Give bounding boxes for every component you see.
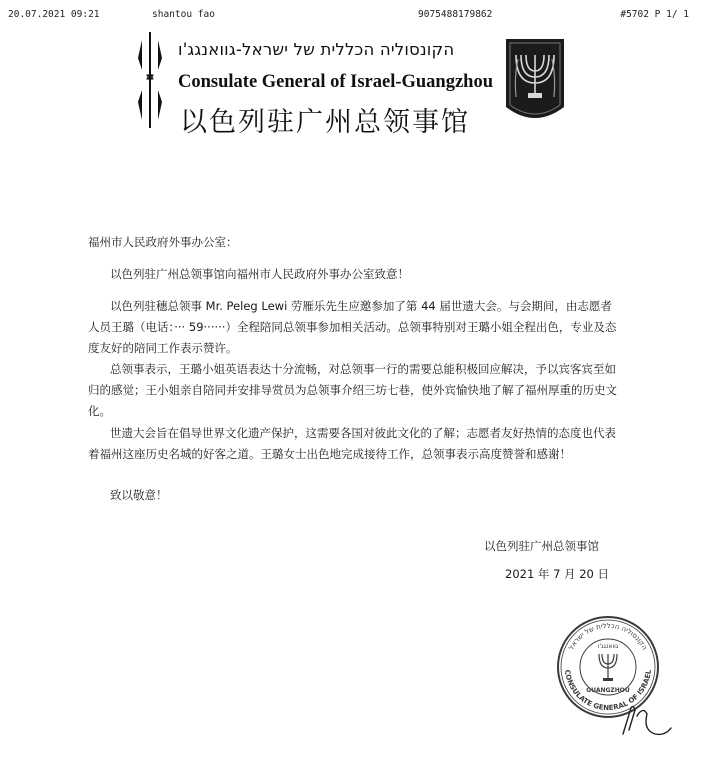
letter-recipient: 福州市人民政府外事办公室： — [88, 235, 238, 249]
signature-organization: 以色列驻广州总领事馆 — [484, 539, 599, 553]
svg-text:הקונסוליה הכללית של ישראל: הקונסוליה הכללית של ישראל — [567, 621, 649, 652]
letter-closing: 致以敬意！ — [110, 488, 168, 502]
letter-paragraph-2: 总领事表示，王璐小姐英语表达十分流畅，对总领事一行的需要总能积极回应解决，予以宾客宾至如归的感觉；王小姐亲自陪同并安排导赏员为总领事介绍三坊七巷，使外宾愉快地了解了福州厚重的历史文化。 — [88, 362, 617, 418]
svg-text:גוואנגג'ו: גוואנגג'ו — [597, 643, 619, 650]
signature-date: 2021 年 7 月 20 日 — [505, 567, 609, 581]
letter-paragraph-3: 世遗大会旨在倡导世界文化遗产保护，这需要各国对彼此文化的了解；志愿者友好热情的态度也代表着福州这座历史名城的好客之道。王璐女士出色地完成接待工作，总领事表示高度赞誉和感谢！ — [88, 426, 616, 461]
letterhead-chinese: 以色列驻广州总领事馆 — [180, 107, 470, 138]
fax-page-number: #5702 P 1/ 1 — [620, 9, 689, 20]
flag-emblem-icon — [134, 30, 166, 134]
svg-text:CONSULATE GENERAL OF ISRAEL: CONSULATE GENERAL OF ISRAEL — [563, 669, 653, 713]
fax-header — [0, 9, 705, 23]
svg-text:GUANGZHOU: GUANGZHOU — [586, 687, 630, 694]
fax-number: 9075488179862 — [418, 9, 493, 20]
fax-date: 20.07.2021 09:21 — [8, 9, 100, 20]
menorah-emblem-icon — [504, 37, 566, 129]
letterhead-hebrew: הקונסוליה הכללית של ישראל-גוואנגג'ו — [178, 40, 455, 59]
handwritten-signature-icon — [615, 700, 675, 744]
letter-paragraph-1: 以色列驻穗总领事 Mr. Peleg Lewi 劳雁乐先生应邀参加了第 44 届世遗大会。与会期间，由志愿者人员王璐（电话：··· 59······）全程陪同总领事参加相关活动。总领事特别对王璐小姐全程出色，专业及态度友好的陪同工作表示赞许。 — [88, 299, 617, 355]
letter-greeting: 以色列驻广州总领事馆向福州市人民政府外事办公室致意！ — [110, 267, 409, 281]
letterhead-english: Consulate General of Israel-Guangzhou — [178, 72, 494, 92]
fax-sender: shantou fao — [152, 9, 215, 20]
